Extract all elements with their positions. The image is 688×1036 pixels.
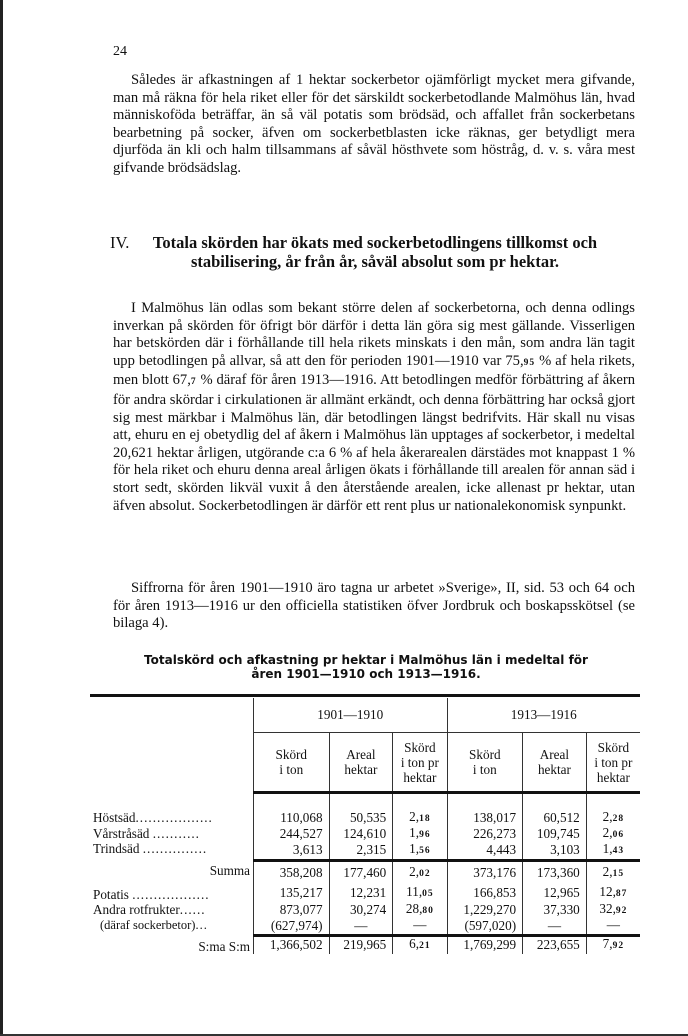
col-skord-pr-hektar-1: Skörd i ton pr hektar [393, 733, 447, 793]
page-edge-left [0, 0, 3, 1036]
page-number: 24 [113, 44, 127, 59]
period-1913-1916: 1913—1916 [447, 698, 640, 733]
text-run: I Malmöhus län odlas som bekant större delen af sockerbetorna, och denna odlings inverkan på skörden för öfrigt bör därför i detta län göra sig mest gällande. Visserligen har betskörden där i förhållande till hela rikets minskats i den mån, som andra län tagit upp betodlingen på allvar, så att den för perioden 1901—1910 var 75, [113, 300, 635, 369]
harvest-table [90, 698, 640, 954]
section-title: Totala skörden har ökats med sockerbetodlingens tillkomst och stabilisering, år från år, såväl absolut som pr hektar. [152, 233, 598, 271]
col-skord-pr-hektar-2: Skörd i ton pr hektar [586, 733, 640, 793]
col-skord-1: Skörd i ton [254, 733, 330, 793]
col-skord-2: Skörd i ton [447, 733, 523, 793]
table-caption [90, 653, 642, 681]
caption-line-1: Totalskörd och afkastning pr hektar i Malmöhus län i medeltal för [144, 653, 588, 667]
paragraph-malmohus [113, 300, 635, 515]
table-top-rule [90, 694, 640, 697]
col-areal-1: Areal hektar [329, 733, 393, 793]
summa-row: Summa 358,208 177,460 2,02 373,176 173,360 2,15 [90, 860, 640, 884]
empty-corner-cell [90, 698, 254, 793]
paragraph-sources: Siffrorna för åren 1901—1910 äro tagna ur arbetet »Sverige», II, sid. 53 och 64 och för åren 1913—1916 ur den officiella statistiken öfver Jordbruk och boskapsskötsel (se bilaga 4). [113, 580, 635, 632]
paragraph-intro: Således är afkastningen af 1 hektar sockerbetor ojämförligt mycket mera gifvande, man må räkna för hela riket eller för det särskildt sockerbetodlande Malmöhus län, hvad människoföda beträffar, än så väl potatis som brödsäd, och affallet från sockerbetans bearbetning på socker, äfven om sockerbetblasten icke räknas, ger betydligt mera djurföda än kli och halm tillsammans af såväl hösthvete som höstråg, d. v. s. våra mest gifvande brödsädslag. [113, 72, 635, 176]
table-row: Potatis .................. 135,217 12,231 11,05 166,853 12,965 12,87 [90, 884, 640, 902]
total-row: S:ma S:m 1,366,502 219,965 6,21 1,769,299 223,655 7,92 [90, 936, 640, 954]
spacer-row [90, 793, 640, 811]
period-1901-1910: 1901—1910 [254, 698, 448, 733]
text-run: % däraf för åren 1913—1916. Att betodlingen medför förbättring af åkern för andra skördar i cirkulationen är allmänt erkändt, och denna förbättring har också gjort sig mest märkbar i Malmöhus län, där betodlingen längst bedrifvits. Här skall nu visas att, ehuru en ej obetydlig del af åkern i Malmöhus län upptages af sockerbetor, i medeltal 20,621 hektar årligen, utgörande c:a 6 % af hela åkerarealen därstädes mot knappast 1 % för hela riket och ehuru denna areal årligen ökats i förhållande till arealen för annan säd i stort sedt, skörden likväl vuxit å den återstående arealen, icke allenast pr hektar, utan äfven absolut. Sockerbetodlingen är därför ett rent plus ur nationalekonomisk synpunkt. [113, 372, 635, 514]
table-row: Trindsäd ............... 3,613 2,315 1,56 4,443 3,103 1,43 [90, 842, 640, 860]
decimal-run: 7 [190, 377, 197, 388]
table-row: (däraf sockerbetor)... (627,974) — — (597,020) — — [90, 918, 640, 936]
period-header-row [90, 698, 640, 733]
col-areal-2: Areal hektar [523, 733, 587, 793]
decimal-run: 95 [523, 357, 536, 368]
table-row: Höstsäd.................. 110,068 50,535 2,18 138,017 60,512 2,28 [90, 810, 640, 826]
section-heading [110, 234, 640, 271]
text-run: % af hela rikets, men blott 67, [113, 352, 636, 389]
section-numeral: IV. [110, 233, 130, 252]
table-row: Andra rotfrukter...... 873,077 30,274 28,80 1,229,270 37,330 32,92 [90, 902, 640, 918]
table-row: Vårstråsäd ........... 244,527 124,610 1,96 226,273 109,745 2,06 [90, 826, 640, 842]
caption-line-2: åren 1901—1910 och 1913—1916. [251, 667, 481, 681]
